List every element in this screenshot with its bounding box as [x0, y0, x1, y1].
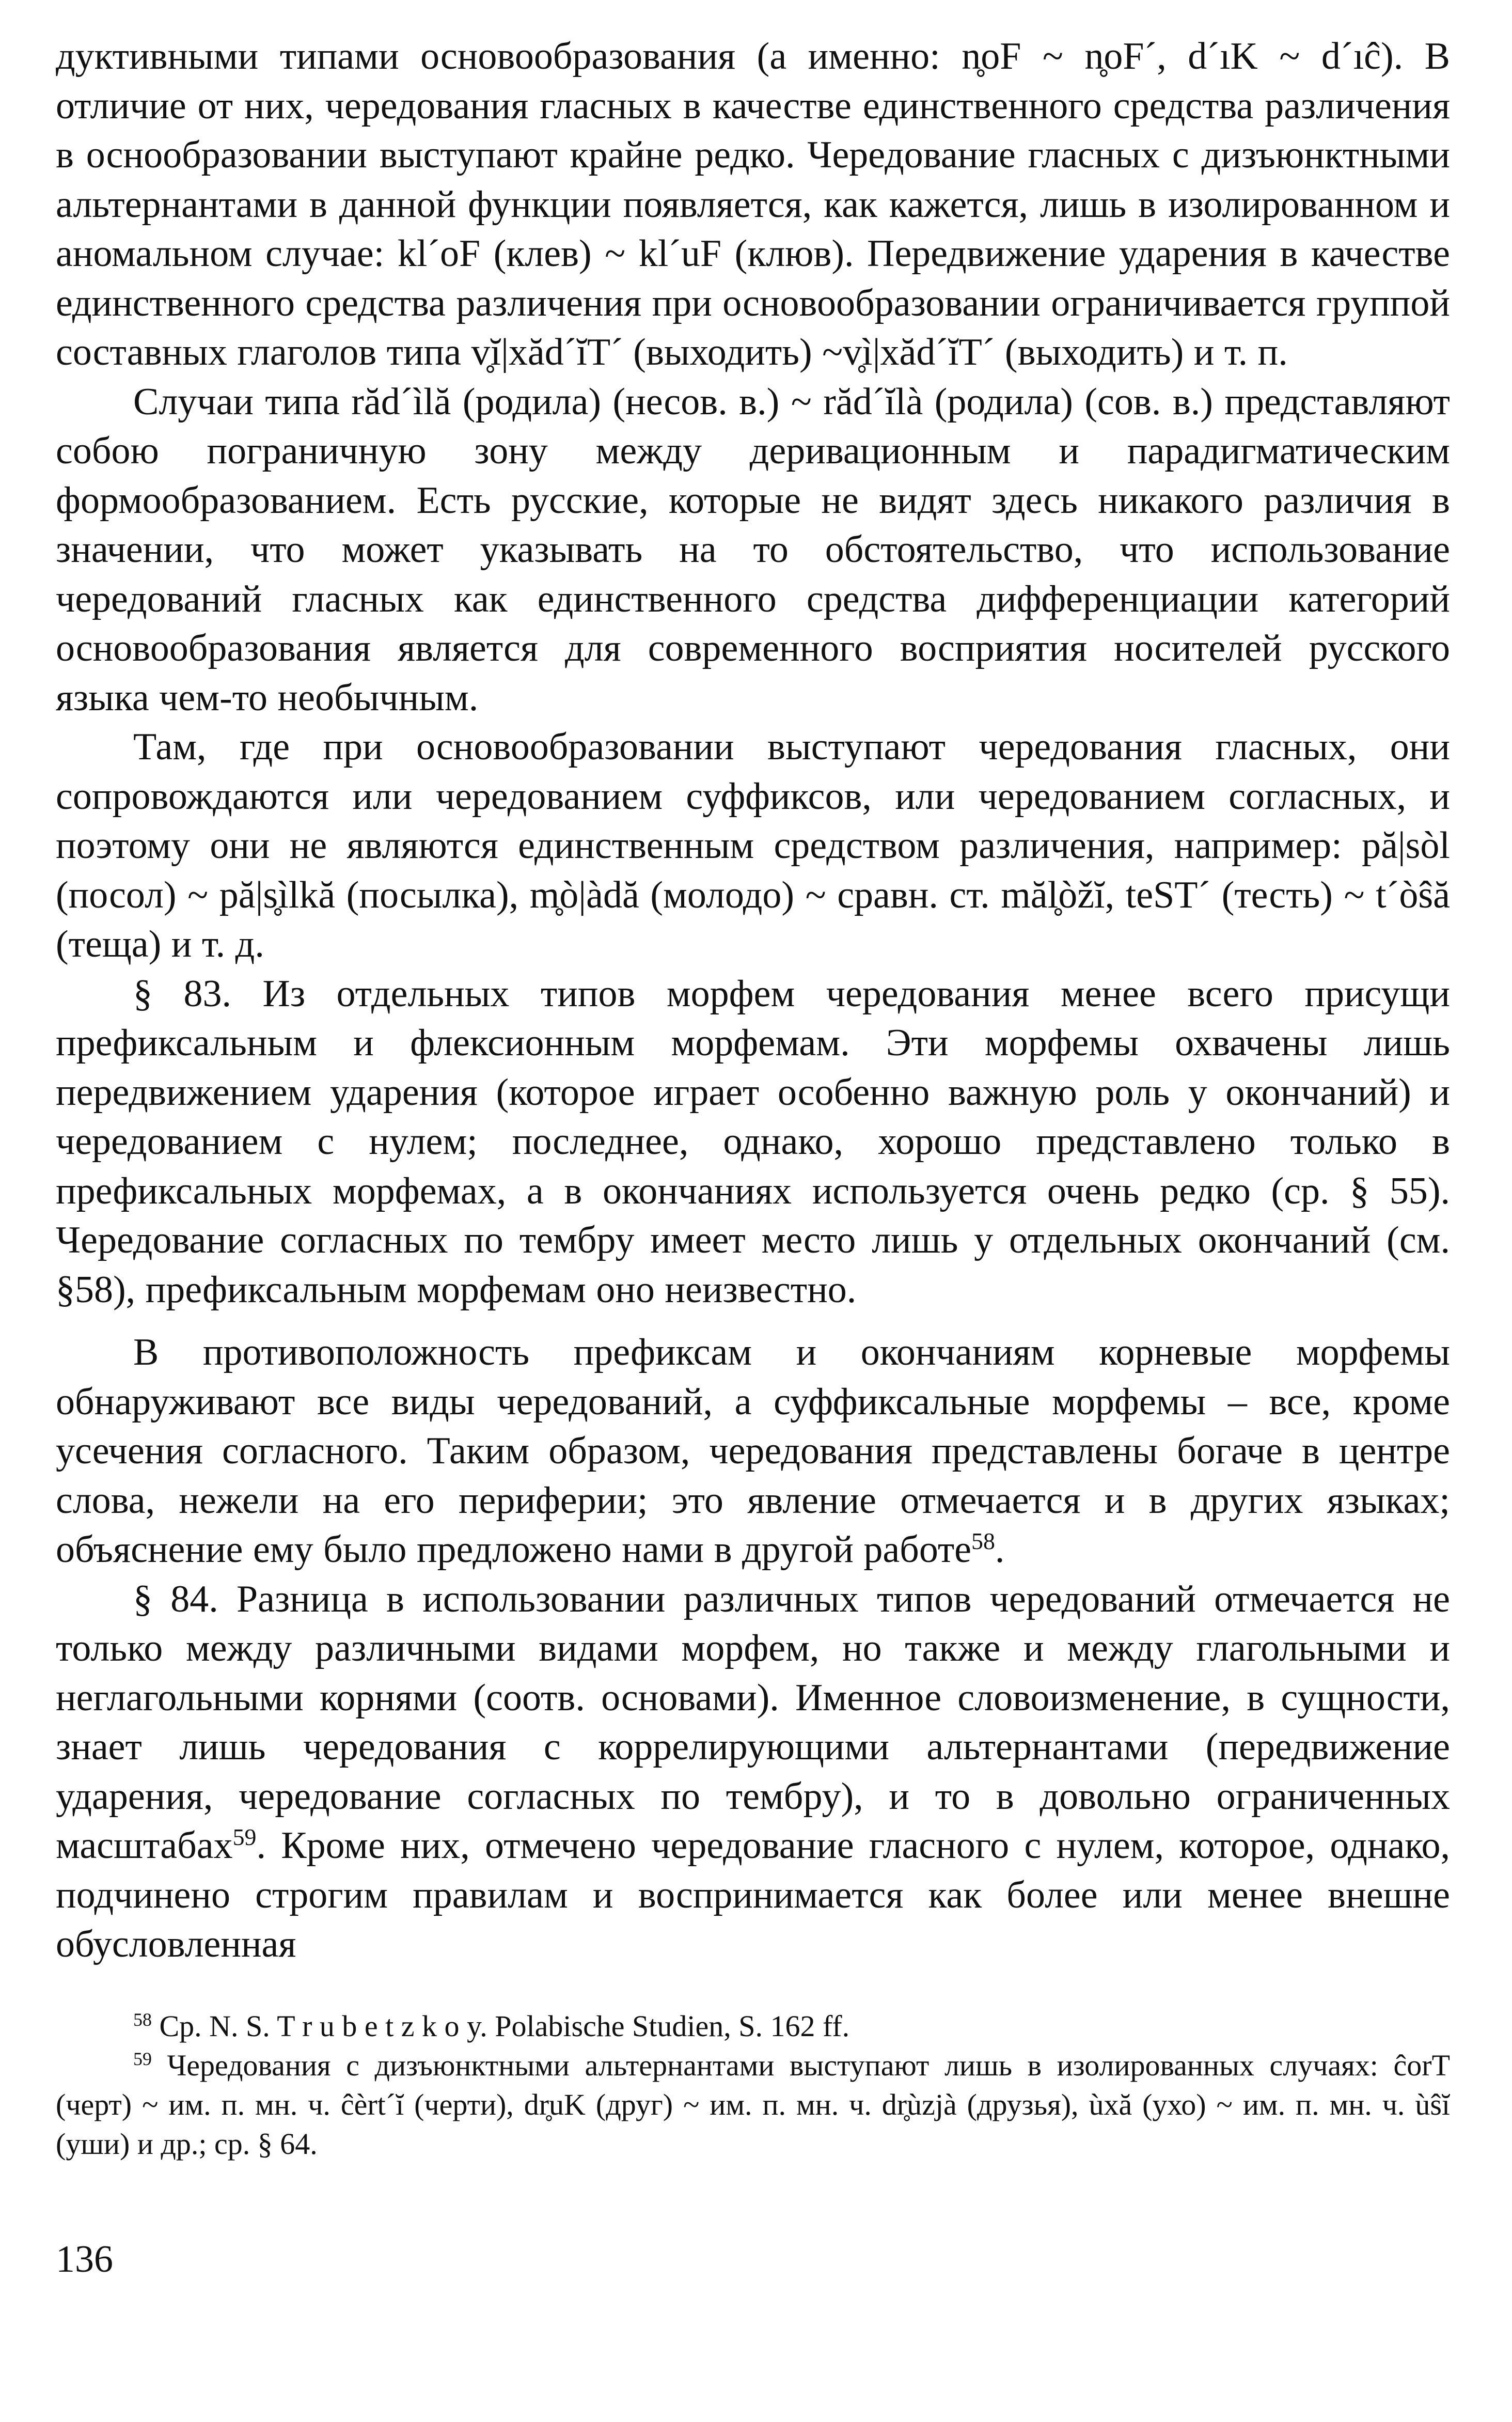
footnote-number-58: 58: [133, 2009, 152, 2030]
paragraph-vowel-alternation: Там, где при основообразовании выступают чередования гласных, они сопровождаются или чередованием суффиксов, или чередованием согласных, и поэтому они не являются единственным средством различения, например: pă|sòl (посол) ~ pă|s̥ìlkă (посылка), m̥ò|àdă (молодо) ~ сравн. ст. măl̥òžĭ, teST´ (тесть) ~ t´òŝă (теща) и т. д.: [56, 726, 1450, 965]
footnote-text-59: Чередования с дизъюнктными альтернантами выступают лишь в изолированных случаях: ĉorT (черт) ~ им. п. мн. ч. ĉèrt´ĭ (черти), dr̥uK (друг) ~ им. п. мн. ч. dr̥ùzjà (друзья), ùxă (ухо) ~ им. п. мн. ч. ùŝĭ (уши) и др.; ср. § 64.: [56, 2048, 1450, 2161]
paragraph-section-84-tail: Кроме них, отмечено чередование гласного с нулем, которое, однако, подчинено строгим правилам и воспринимается как более или менее внешне обусловленная: [56, 1824, 1450, 1965]
footnote-ref-58[interactable]: 58: [971, 1527, 995, 1554]
footnote-58: [56, 2007, 1450, 2046]
page-number: 136: [56, 2238, 113, 2280]
footnote-number-59: 59: [133, 2048, 152, 2069]
paragraph-section-84-text: § 84. Разница в использовании различных типов чередований отмечается не только между различными видами морфем, но также и между глагольными и неглагольными корнями (соотв. основами). Именное словоизменение, в сущности, знает лишь чередования с коррелирующими альтернантами (передвижение ударения, чередование согласных по тембру), и то в довольно ограниченных масштабах: [56, 1577, 1450, 1867]
footnotes: [56, 2007, 1450, 2164]
paragraph-continuation: дуктивными типами основообразования (а именно: n̥oF ~ n̥oF´, d´ıK ~ d´ıĉ). В отличие от них, чередования гласных в качестве единственного средства различения в оснообразовании выступают крайне редко. Чередование гласных с дизъюнктными альтернантами в данной функции появляется, как кажется, лишь в изолированном и аномальном случае: kl´oF (клев) ~ kl´uF (клюв). Передвижение ударения в качестве единственного средства различения при основообразовании ограничивается группой составных глаголов типа v̥ĭ|xăd´ĭT´ (выходить) ~v̥ì|xăd´ĭT´ (выходить) и т. п.: [56, 35, 1450, 373]
paragraph-section-84: § 84. Разница в использовании различных типов чередований отмечается не только между различными видами морфем, но также и между глагольными и неглагольными корнями (соотв. основами). Именное словоизменение, в сущности, знает лишь чередования с коррелирующими альтернантами (передвижение ударения, чередование согласных по тембру), и то в довольно ограниченных масштабах$^{59}$. Кроме них, отмечено чередование гласного с нулем, которое, однако, подчинено строгим правилам и воспринимается как более или менее внешне обусловленная: [56, 1577, 1450, 1965]
paragraph-root-morphemes: В противоположность префиксам и окончаниям корневые морфемы обнаруживают все виды чередований, а суффиксальные морфемы – все, кроме усечения согласного. Таким образом, чередования представлены богаче в центре слова, нежели на его периферии; это явление отмечается и в других языках; объяснение ему было предложено нами в другой работе$^{58}$.: [56, 1331, 1450, 1571]
footnote-ref-59[interactable]: 59: [232, 1823, 257, 1850]
paragraph-root-morphemes-text: В противоположность префиксам и окончаниям корневые морфемы обнаруживают все виды чередований, а суффиксальные морфемы – все, кроме усечения согласного. Таким образом, чередования представлены богаче в центре слова, нежели на его периферии; это явление отмечается и в других языках; объяснение ему было предложено нами в другой работе: [56, 1331, 1450, 1571]
footnote-59: [56, 2046, 1450, 2164]
footnote-text-58: Ср. N. S. T r u b e t z k o y. Polabische Studien, S. 162 ff.: [159, 2009, 850, 2043]
paragraph-rad-ila: Случаи типа răd´ìlă (родила) (несов. в.) ~ răd´ĭlà (родила) (сов. в.) представляют собою пограничную зону между деривационным и парадигматическим формообразованием. Есть русские, которые не видят здесь никакого различия в значении, что может указывать на то обстоятельство, что использование чередований гласных как единственного средства дифференциации категорий основообразования является для современного восприятия носителей русского языка чем-то необычным.: [56, 380, 1450, 719]
page: [56, 32, 1450, 2284]
paragraph-section-83: § 83. Из отдельных типов морфем чередования менее всего присущи префиксальным и флексионным морфемам. Эти морфемы охвачены лишь передвижением ударения (которое играет особенно важную роль у окончаний) и чередованием с нулем; последнее, однако, хорошо представлено только в префиксальных морфемах, а в окончаниях используется очень редко (ср. § 55). Чередование согласных по тембру имеет место лишь у отдельных окончаний (см. §58), префиксальным морфемам оно неизвестно.: [56, 972, 1450, 1311]
